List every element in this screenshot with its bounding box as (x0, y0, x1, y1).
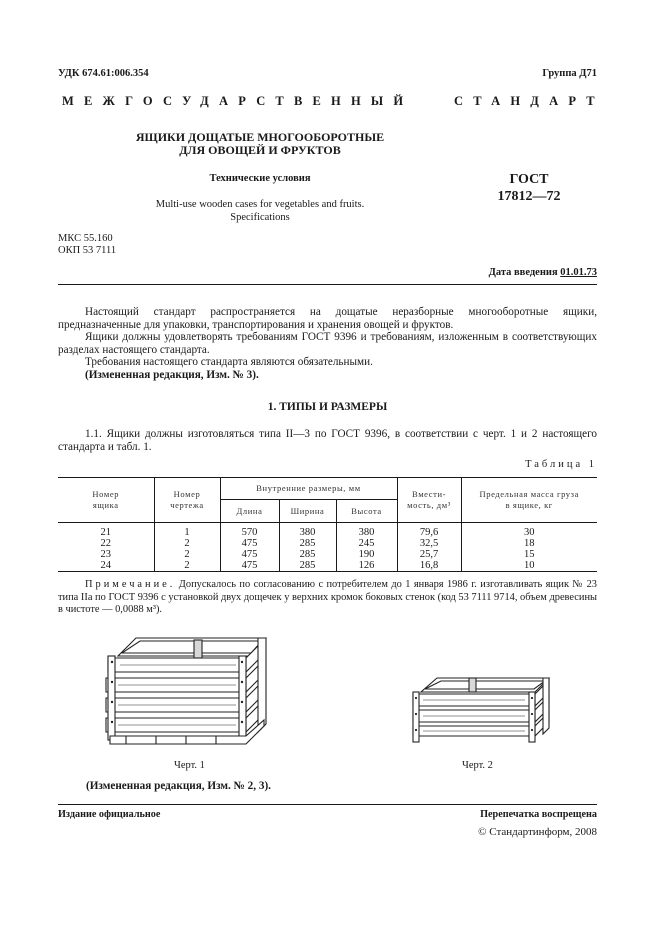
figure-2-caption: Черт. 2 (462, 760, 493, 771)
group-code: Группа Д71 (542, 68, 597, 79)
col-length: Длина (220, 500, 279, 523)
title-line-2: ДЛЯ ОВОЩЕЙ И ФРУКТОВ (179, 143, 341, 157)
header-mezhgos: МЕЖГОСУДАРСТВЕННЫЙ (62, 94, 414, 108)
gost-designation (474, 171, 584, 205)
footer-rule (58, 804, 597, 805)
gost-number: 17812—72 (497, 189, 561, 204)
english-title-line-2: Specifications (230, 212, 290, 223)
classification-codes (58, 233, 116, 257)
figure-1-caption: Черт. 1 (174, 760, 205, 771)
intro-paragraph-3: Требования настоящего стандарта являются обязательными. (85, 356, 373, 369)
english-title-line-1: Multi-use wooden cases for vegetables and fruits. (155, 199, 365, 210)
crate-drawing-1 (96, 632, 272, 757)
table-note (58, 579, 597, 617)
table-row: 21 1 570 380 380 79,6 30 (58, 523, 597, 539)
col-internal-dimensions: Внутренние размеры, мм (220, 478, 397, 500)
sizes-table (58, 477, 597, 572)
intro-block (58, 306, 597, 382)
section-paragraph (58, 428, 597, 453)
okp-code: ОКП 53 7111 (58, 245, 117, 256)
intro-paragraph-1: Настоящий стандарт распространяется на дощатые неразборные многооборотные ящики, предназначенные для упаковки, транспортирования и хранения овощей и фруктов. (58, 306, 597, 331)
col-drawing-number: Номер чертежа (154, 478, 220, 523)
title-line-1: ЯЩИКИ ДОЩАТЫЕ МНОГООБОРОТНЫЕ (135, 130, 385, 144)
col-max-mass: Предельная масса груза в ящике, кг (461, 478, 597, 523)
table-row: 24 2 475 285 126 16,8 10 (58, 560, 597, 572)
table-label: Таблица 1 (525, 459, 597, 470)
intro-date-value: 01.01.73 (560, 267, 597, 278)
col-capacity: Вмести- мость, дм³ (397, 478, 461, 523)
intro-date (489, 267, 597, 278)
intro-revision: (Измененная редакция, Изм. № 3). (85, 368, 259, 381)
col-height: Высота (336, 500, 397, 523)
crate-drawing-2 (407, 672, 557, 750)
note-label: Примечание. (85, 579, 176, 590)
intro-date-label: Дата введения (488, 267, 558, 278)
revision-note: (Измененная редакция, Изм. № 2, 3). (86, 780, 271, 792)
col-box-number: Номер ящика (58, 478, 154, 523)
top-rule (58, 284, 597, 285)
copyright: © Стандартинформ, 2008 (478, 826, 597, 838)
mks-code: МКС 55.160 (58, 233, 113, 244)
col-width: Ширина (279, 500, 336, 523)
document-title (100, 131, 420, 157)
note-text: Допускалось по согласованию с потребителем до 1 января 1986 г. изготавливать ящик № 23 типа IIa по ГОСТ 9396 с установкой двух дощечек у верхних кромок боковых стенок (код 53 7111 9714, объем древесины в чистоте — 0,0088 м³). (58, 579, 597, 615)
section-heading: 1. ТИПЫ И РАЗМЕРЫ (267, 401, 388, 413)
clause-1-1: 1.1. Ящики должны изготовляться типа II—3 по ГОСТ 9396, в соответствии с черт. 1 и 2 настоящего стандарта и табл. 1. (58, 428, 597, 453)
english-title (100, 198, 420, 224)
official-edition: Издание официальное (58, 809, 161, 820)
reprint-notice: Перепечатка воспрещена (480, 809, 597, 820)
gost-label: ГОСТ (509, 172, 549, 187)
table-row: 23 2 475 285 190 25,7 15 (58, 549, 597, 560)
intro-paragraph-2: Ящики должны удовлетворять требованиям ГОСТ 9396 и требованиям, изложенным в соответствующих разделах настоящего стандарта. (58, 331, 597, 356)
subtitle: Технические условия (209, 173, 311, 184)
header-standart: СТАНДАРТ (454, 94, 605, 108)
udk-code: УДК 674.61:006.354 (58, 68, 149, 79)
table-row: 22 2 475 285 245 32,5 18 (58, 538, 597, 549)
